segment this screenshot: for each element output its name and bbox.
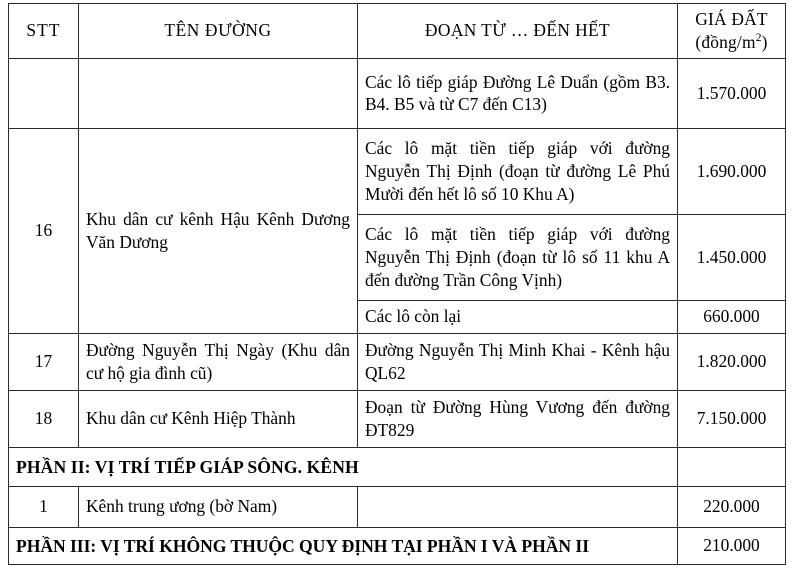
cell-stt: 18 xyxy=(9,391,79,448)
section-title: PHẦN II: VỊ TRÍ TIẾP GIÁP SÔNG. KÊNH xyxy=(9,448,678,487)
cell-street-name xyxy=(79,59,358,129)
column-header-street-name: TÊN ĐƯỜNG xyxy=(79,4,358,59)
cell-price: 210.000 xyxy=(678,528,786,565)
cell-stt: 16 xyxy=(9,129,79,334)
column-header-price xyxy=(678,4,786,59)
cell-price: 1.450.000 xyxy=(678,215,786,301)
price-header-line-2 xyxy=(685,31,778,54)
section-row-phan-iii xyxy=(9,528,786,565)
cell-segment: Các lô tiếp giáp Đường Lê Duẩn (gồm B3. B4. B5 và từ C7 đến C13) xyxy=(358,59,678,129)
cell-street-name: Đường Nguyễn Thị Ngày (Khu dân cư hộ gia đình cũ) xyxy=(79,334,358,391)
header-row xyxy=(9,4,786,59)
table-row xyxy=(9,334,786,391)
table-row xyxy=(9,59,786,129)
cell-street-name: Khu dân cư kênh Hậu Kênh Dương Văn Dương xyxy=(79,129,358,334)
cell-price: 7.150.000 xyxy=(678,391,786,448)
section-title: PHẦN III: VỊ TRÍ KHÔNG THUỘC QUY ĐỊNH TẠI PHẦN I VÀ PHẦN II xyxy=(9,528,678,565)
table-header xyxy=(9,4,786,59)
price-unit-suffix: ) xyxy=(761,31,768,52)
cell-price: 1.690.000 xyxy=(678,129,786,215)
cell-stt: 17 xyxy=(9,334,79,391)
table-row xyxy=(9,129,786,215)
land-price-table xyxy=(8,3,786,565)
table-body xyxy=(9,59,786,565)
price-unit-prefix: (đồng/m xyxy=(695,31,756,52)
cell-price: 660.000 xyxy=(678,301,786,334)
cell-segment: Các lô mặt tiền tiếp giáp với đường Nguyễn Thị Định (đoạn từ lô số 11 khu A đến đường Trần Công Vịnh) xyxy=(358,215,678,301)
table-row xyxy=(9,391,786,448)
cell-stt xyxy=(9,59,79,129)
table-row xyxy=(9,487,786,528)
cell-segment: Các lô mặt tiền tiếp giáp với đường Nguyễn Thị Định (đoạn từ đường Lê Phú Mười đến hết lô số 10 Khu A) xyxy=(358,129,678,215)
price-unit-exponent: 2 xyxy=(755,31,762,44)
section-row-phan-ii xyxy=(9,448,786,487)
cell-price: 1.570.000 xyxy=(678,59,786,129)
cell-segment: Đường Nguyễn Thị Minh Khai - Kênh hậu QL62 xyxy=(358,334,678,391)
cell-price: 220.000 xyxy=(678,487,786,528)
column-header-stt: STT xyxy=(9,4,79,59)
cell-segment xyxy=(358,487,678,528)
cell-street-name: Khu dân cư Kênh Hiệp Thành xyxy=(79,391,358,448)
cell-price xyxy=(678,448,786,487)
cell-price: 1.820.000 xyxy=(678,334,786,391)
cell-segment: Các lô còn lại xyxy=(358,301,678,334)
column-header-segment: ĐOẠN TỪ … ĐẾN HẾT xyxy=(358,4,678,59)
price-header-line-1: GIÁ ĐẤT xyxy=(695,9,768,29)
cell-segment: Đoạn từ Đường Hùng Vương đến đường ĐT829 xyxy=(358,391,678,448)
cell-stt: 1 xyxy=(9,487,79,528)
cell-street-name: Kênh trung ương (bờ Nam) xyxy=(79,487,358,528)
